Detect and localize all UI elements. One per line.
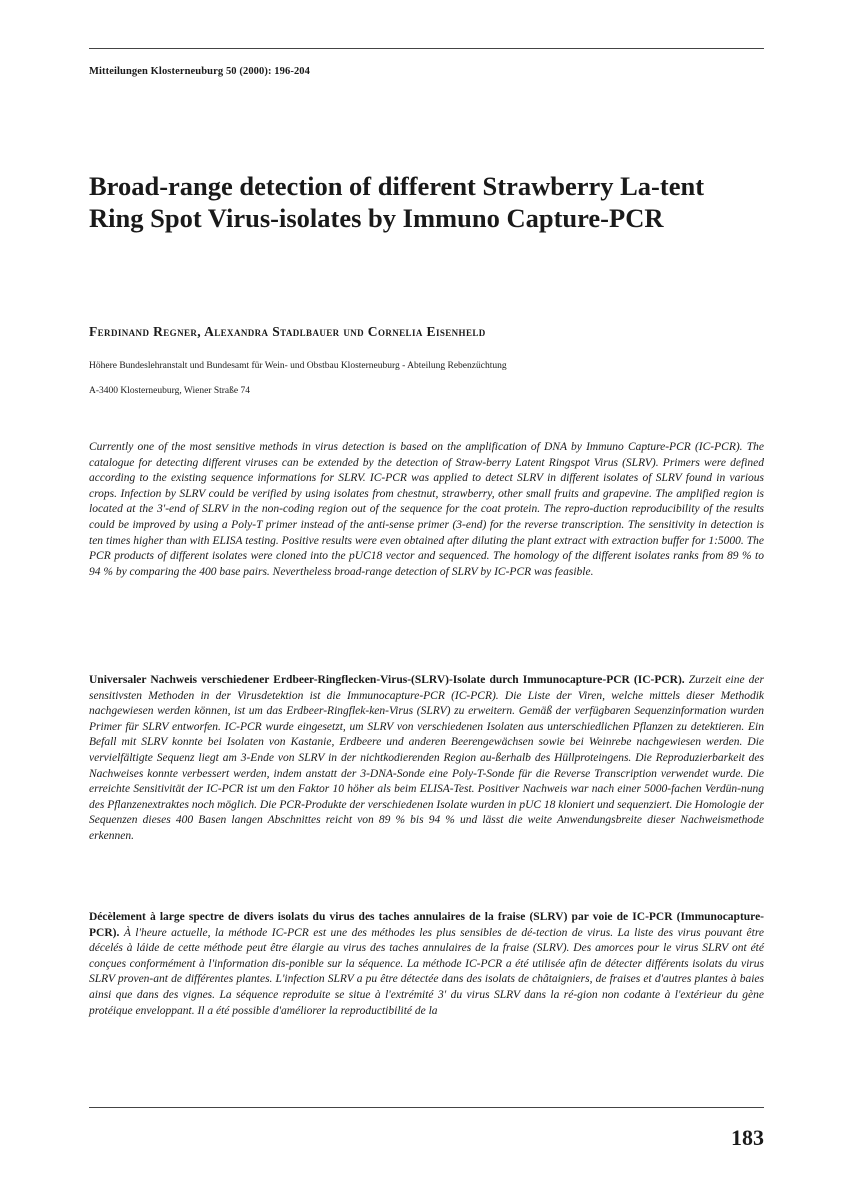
abstract-german-heading: Universaler Nachweis verschiedener Erdbeer-Ringflecken-Virus-(SLRV)-Isolate durch Immunocapture-PCR (IC-PCR). [89,674,685,686]
abstract-french-body: À l'heure actuelle, la méthode IC-PCR est une des méthodes les plus sensibles de dé-tection de virus. La liste des virus pouvant être décelés à láide de cette méthode peut être élargie au virus des taches annulaires de la fraise (SLRV). Des amorces pour le virus SLRV ont été conçues conformément à l'information dis-ponible sur la séquence. La méthode IC-PCR a été utilisée afin de détecter différents isolats du virus SLRV proven-ant de différentes plantes. L'infection SLRV a pu être détectée dans des isolats de châtaigniers, de fraises et d'autres plantes à baies ainsi que dans des vignes. La séquence reproduite se situe à l'extrémité 3' du virus SLRV dans la ré-gion non codante à l'extérieur du gène protéique enveloppant. Il a été possible d'améliorer la reproductibilité de la [89,926,764,1017]
affiliation-address: A-3400 Klosterneuburg, Wiener Straße 74 [89,386,250,396]
abstract-french [89,910,764,1019]
header-rule [89,48,764,49]
abstract-german-body: Zurzeit eine der sensitivsten Methoden in der Virusdetektion ist die Immunocapture-PCR (IC-PCR). Die Liste der Viren, welche mittels dieser Methodik nachgewiesen werden können, ist um das Erdbeer-Ringflek-ken-Virus (SLRV) zu erweitern. Gemäß der verfügbaren Sequenzinformation wurden Primer für SLRV entworfen. IC-PCR wurde eingesetzt, um SLRV von verschiedenen Isolaten aus unterschiedlichen Pflanzen zu detektieren. Ein Befall mit SLRV konnte bei Isolaten von Kastanie, Erdbeere und anderen Beerengewächsen sowie bei Weinrebe nachgewiesen werden. Die vervielfältigte Sequenz liegt am 3-Ende von SLRV in der nichtkodierenden Region au-ßerhalb des Hüllproteingens. Die Reproduzierbarkeit des Nachweises konnte verbessert werden, indem anstatt der 3-DNA-Sonde eine Poly-T-Sonde für die Reverse Transcription verwendet wurde. Die erreichte Sensitivität der IC-PCR ist um den Faktor 10 höher als beim ELISA-Test. Positiver Nachweis war nach einer 5000-fachen Verdün-nung des Pflanzenextraktes noch möglich. Die PCR-Produkte der verschiedenen Isolate wurden in pUC 18 kloniert und sequenziert. Die Homologie der Sequenzen dieses 400 Basen langen Abschnittes reicht von 89 % bis 94 % und lässt die weite Anwendungsbreite dieser Nachweismethode erkennen. [89,674,764,842]
author-list: Ferdinand Regner, Alexandra Stadlbauer und Cornelia Eisenheld [89,324,486,339]
abstract-english: Currently one of the most sensitive methods in virus detection is based on the amplification of DNA by Immuno Capture-PCR (IC-PCR). The catalogue for detecting different viruses can be extended by the detection of Straw-berry Latent Ringspot Virus (SLRV). Primers were defined according to the existing sequence informations for SLRV. IC-PCR was applied to detect SLRV in different isolates of SLRV found in various crops. Infection by SLRV could be verified by using isolates from chestnut, strawberry, other small fruits and grapevine. The amplified region is located at the 3'-end of SLRV in the non-coding region out of the sequence for the coat protein. The repro-duction reproducibility of the results could be improved by using a Poly-T primer instead of the anti-sense primer (3-end) for the reverse transcription. The sensitivity in detection is ten times higher than with ELISA testing. Positive results were even obtained after diluting the plant extract with extraction buffer for 1:5000. The PCR products of different isolates were cloned into the pUC18 vector and sequenced. The homology of the different isolates ranks from 89 % to 94 % by comparing the 400 base pairs. Nevertheless broad-range detection of SLRV by IC-PCR was feasible. [89,441,764,578]
abstract-german [89,673,764,845]
article-title: Broad-range detection of different Strawberry La-tent Ring Spot Virus-isolates by Immuno Capture-PCR [89,171,705,233]
abstract-french-heading: Décèlement à large spectre de divers isolats du virus des taches annulaires de la fraise (SLRV) par voie de IC-PCR (Immunocapture-PCR). [89,911,764,939]
page-number: 183 [731,1125,764,1150]
footer-rule [89,1107,764,1108]
journal-citation: Mitteilungen Klosterneuburg 50 (2000): 196-204 [89,66,310,77]
affiliation-institute: Höhere Bundeslehranstalt und Bundesamt für Wein- und Obstbau Klosterneuburg - Abteilung Rebenzüchtung [89,361,507,371]
